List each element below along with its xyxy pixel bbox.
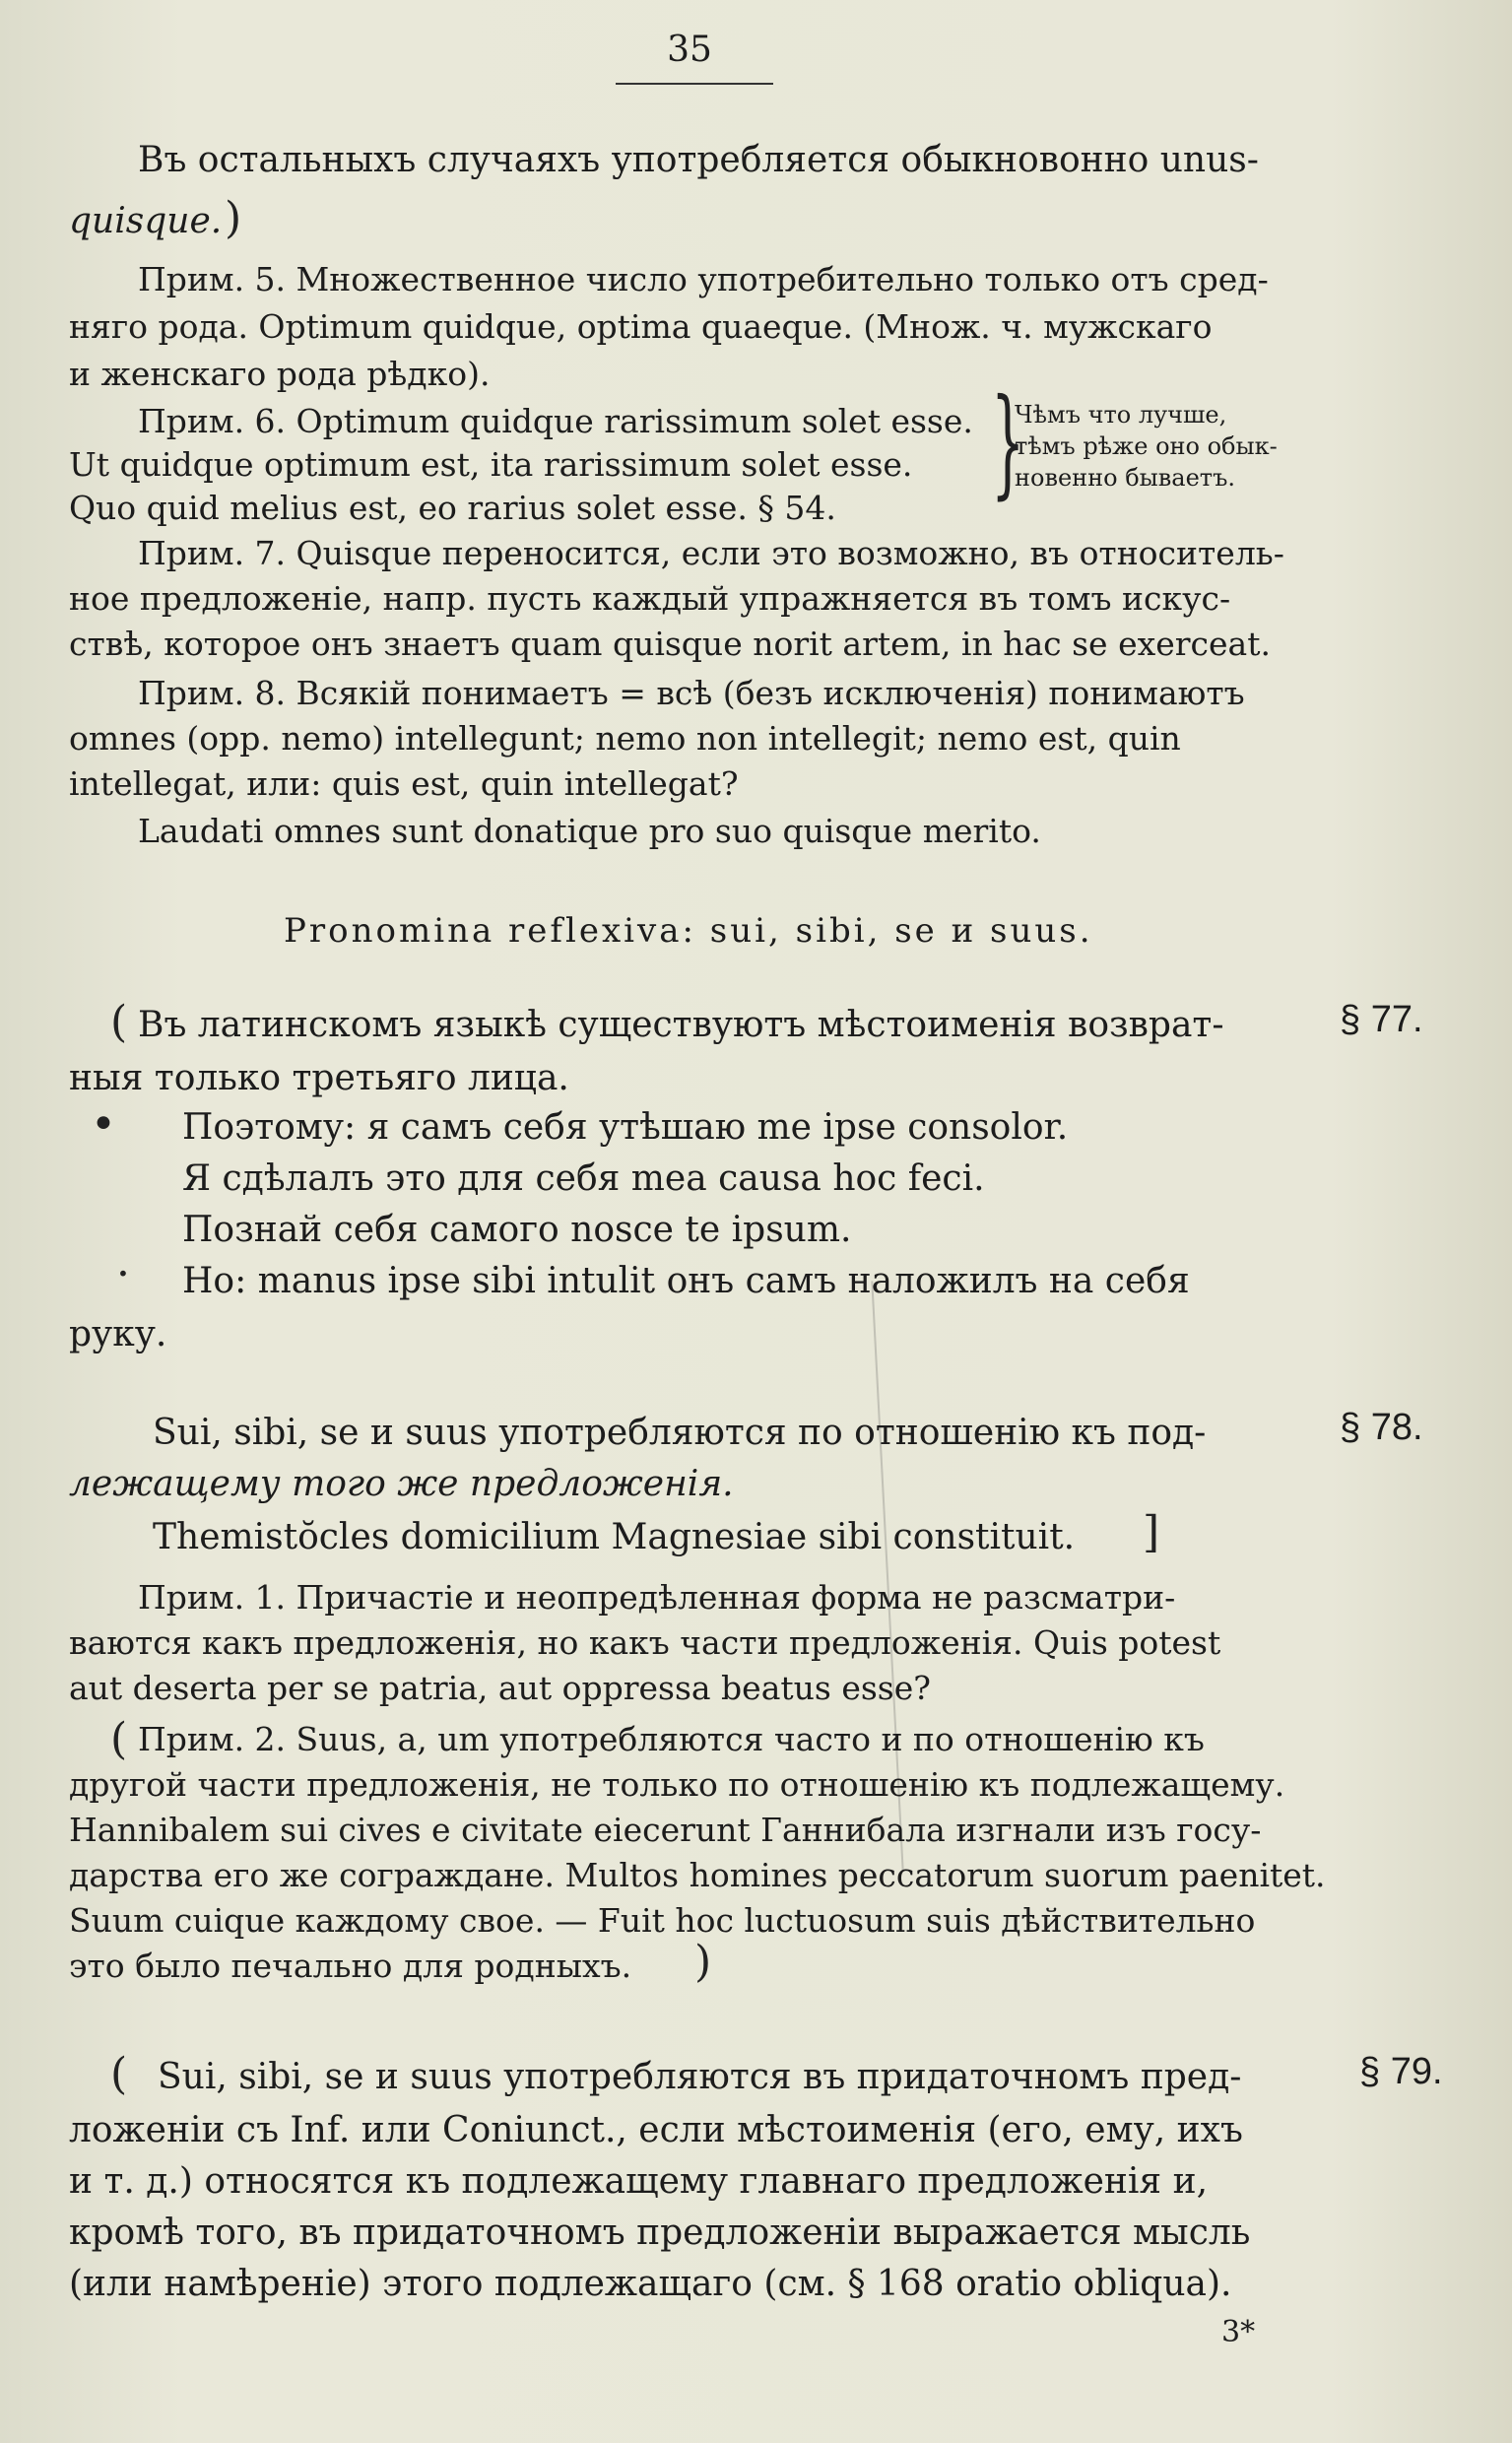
page-number-rule <box>616 83 773 85</box>
section-number-77: § 77. <box>1340 999 1423 1040</box>
note-5-line-1: Прим. 5. Множественное число употребительно только отъ сред- <box>138 260 1269 298</box>
note-7-line-1: Прим. 7. Quisque переносится, если это возможно, въ относитель- <box>138 534 1284 572</box>
note-5-line-2: няго рода. Optimum quidque, optima quaeque. (Множ. ч. мужскаго <box>69 307 1213 346</box>
note-6-line-2: Ut quidque optimum est, ita rarissimum solet esse. <box>69 445 913 484</box>
par78-note-2-line-5: Suum cuique каждому свое. — Fuit hoc luctuosum suis дѣйствительно <box>69 1901 1256 1940</box>
note-6-line-3: Quo quid melius est, eo rarius solet esse. § 54. <box>69 489 836 527</box>
note-6-translation-1: Чѣмъ что лучше, <box>1015 401 1227 429</box>
par78-line-1: Sui, sibi, se и suus употребляются по отношенію къ под- <box>153 1413 1207 1453</box>
par78-note-2-line-4: дарства его же сограждане. Multos homines peccatorum suorum paenitet. <box>69 1856 1326 1894</box>
par77-example-4: Но: manus ipse sibi intulit онъ самъ наложилъ на себя <box>182 1261 1190 1301</box>
page-number: 35 <box>667 30 712 70</box>
pencil-dot: · <box>116 1249 130 1299</box>
note-6-line-1: Прим. 6. Optimum quidque rarissimum solet esse. <box>138 402 973 440</box>
note-8-line-3: intellegat, или: quis est, quin intellegat? <box>69 764 739 803</box>
par78-note-1-line-2: ваются какъ предложенія, но какъ части предложенія. Quis potest <box>69 1623 1221 1662</box>
par78-note-2-line-6: это было печально для родныхъ. <box>69 1947 632 1985</box>
text-line-2: quisque. <box>69 201 223 241</box>
par77-line-1: Въ латинскомъ языкѣ существуютъ мѣстоименія возврат- <box>138 1005 1224 1045</box>
note-8-line-2: omnes (opp. nemo) intellegunt; nemo non intellegit; nemo est, quin <box>69 719 1181 758</box>
text-line-1: Въ остальныхъ случаяхъ употребляется обыкновонно unus- <box>138 140 1259 180</box>
par78-line-2: лежащему того же предложенія. <box>69 1464 734 1504</box>
par79-line-4: кромѣ того, въ придаточномъ предложеніи выражается мысль <box>69 2212 1251 2253</box>
par78-note-2-line-1: Прим. 2. Suus, a, um употребляются часто и по отношенію къ <box>138 1720 1205 1758</box>
section-number-79: § 79. <box>1359 2051 1443 2092</box>
note-7-line-2: ное предложеніе, напр. пусть каждый упражняется въ томъ искус- <box>69 579 1231 618</box>
pencil-bracket-mark: ) <box>694 1937 712 1987</box>
section-heading: Pronomina reflexiva: sui, sibi, se и suus. <box>284 911 1093 951</box>
par79-line-2: ложеніи съ Inf. или Coniunct., если мѣстоименія (его, ему, ихъ <box>69 2110 1243 2150</box>
note-6-translation-3: новенно бываетъ. <box>1015 464 1235 492</box>
section-number-78: § 78. <box>1340 1407 1423 1448</box>
par77-example-4-cont: руку. <box>69 1314 167 1354</box>
note-7-line-3: ствѣ, которое онъ знаетъ quam quisque norit artem, in hac se exerceat. <box>69 625 1271 663</box>
par77-example-1: Поэтому: я самъ себя утѣшаю me ipse consolor. <box>182 1107 1069 1148</box>
par77-example-3: Познай себя самого nosce te ipsum. <box>182 1210 852 1250</box>
pencil-bracket-mark: ] <box>1143 1507 1160 1557</box>
par77-example-2: Я сдѣлалъ это для себя mea causa hoc feci. <box>182 1158 985 1199</box>
par78-note-1-line-3: aut deserta per se patria, aut oppressa beatus esse? <box>69 1669 931 1707</box>
pencil-dot: • <box>91 1099 116 1150</box>
pencil-bracket-mark: ( <box>110 2049 128 2099</box>
pencil-bracket-mark: ) <box>225 193 242 243</box>
note-8-line-4: Laudati omnes sunt donatique pro suo quisque merito. <box>138 812 1041 850</box>
curly-brace: } <box>990 374 1025 511</box>
note-5-line-3: и женскаго рода рѣдко). <box>69 355 491 393</box>
pencil-bracket-mark: ( <box>110 997 128 1047</box>
par78-note-2-line-2: другой части предложенія, не только по отношенію къ подлежащему. <box>69 1765 1285 1804</box>
signature-mark: 3* <box>1221 2315 1256 2349</box>
par79-line-1: Sui, sibi, se и suus употребляются въ придаточномъ пред- <box>158 2057 1242 2097</box>
par77-line-2: ныя только третьяго лица. <box>69 1058 569 1098</box>
par79-line-3: и т. д.) относятся къ подлежащему главнаго предложенія и, <box>69 2161 1209 2202</box>
par78-note-1-line-1: Прим. 1. Причастіе и неопредѣленная форма не разсматри- <box>138 1578 1176 1617</box>
par79-line-5: (или намѣреніе) этого подлежащаго (см. § 168 oratio obliqua). <box>69 2264 1232 2304</box>
par78-example: Themistŏcles domicilium Magnesiae sibi constituit. <box>153 1517 1076 1557</box>
note-6-translation-2: тѣмъ рѣже оно обык- <box>1015 432 1278 460</box>
par78-note-2-line-3: Hannibalem sui cives e civitate eiecerunt Ганнибала изгнали изъ госу- <box>69 1811 1262 1849</box>
note-8-line-1: Прим. 8. Всякій понимаетъ = всѣ (безъ исключенія) понимаютъ <box>138 674 1245 712</box>
pencil-bracket-mark: ( <box>110 1714 128 1764</box>
